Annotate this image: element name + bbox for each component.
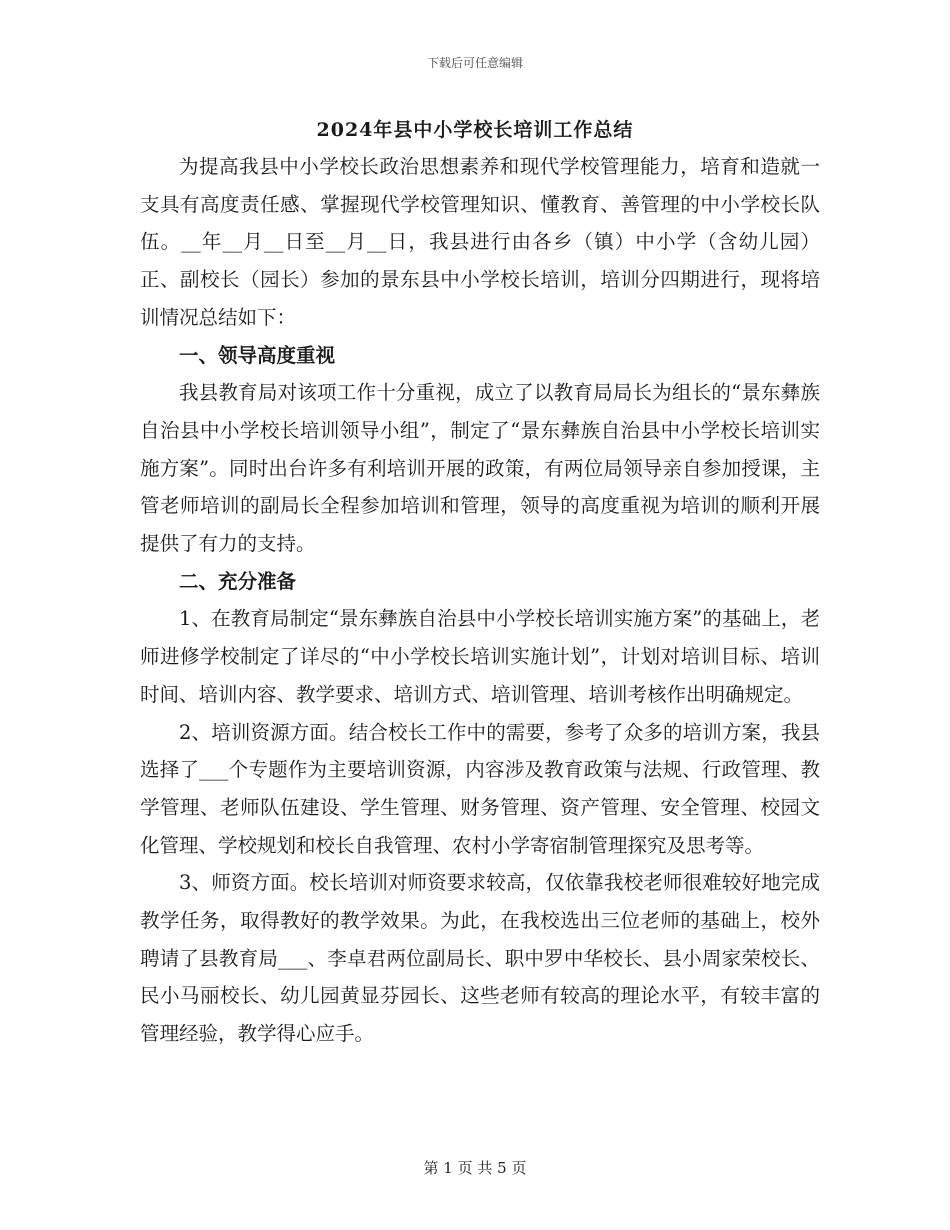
- preparation-item-3: 3、师资方面。校长培训对师资要求较高，仅依靠我校老师很难较好地完成教学任务，取得教好的教学效果。为此，在我校选出三位老师的基础上，校外聘请了县教育局___、李卓君两位副局长、职中罗中华校长、县小周家荣校长、民小马丽校长、幼儿园黄显芬园长、这些老师有较高的理论水平，有较丰富的管理经验，教学得心应手。: [140, 871, 820, 1046]
- document-body: [140, 148, 820, 1053]
- intro-paragraph: 为提高我县中小学校长政治思想素养和现代学校管理能力，培育和造就一支具有高度责任感、掌握现代学校管理知识、懂教育、善管理的中小学校长队伍。__年__月__日至__月__日，我县进行由各乡（镇）中小学（含幼儿园）正、副校长（园长）参加的景东县中小学校长培训，培训分四期进行，现将培训情况总结如下：: [140, 155, 820, 329]
- preparation-item-1: 1、在教育局制定“景东彝族自治县中小学校长培训实施方案”的基础上，老师进修学校制定了详尽的“中小学校长培训实施计划”，计划对培训目标、培训时间、培训内容、教学要求、培训方式、培训管理、培训考核作出明确规定。: [140, 607, 820, 706]
- header-note: 下载后可任意编辑: [426, 56, 523, 70]
- page-number: 第 1 页 共 5 页: [423, 1159, 527, 1177]
- section-heading-preparation: 二、充分准备: [179, 569, 297, 593]
- section-heading-leadership: 一、领导高度重视: [179, 343, 336, 367]
- leadership-paragraph: 我县教育局对该项工作十分重视，成立了以教育局局长为组长的“景东彝族自治县中小学校长培训领导小组”，制定了“景东彝族自治县中小学校长培训实施方案”。同时出台许多有利培训开展的政策，有两位局领导亲自参加授课，主管老师培训的副局长全程参加培训和管理，领导的高度重视为培训的顺利开展提供了有力的支持。: [140, 381, 820, 556]
- preparation-item-2: 2、培训资源方面。结合校长工作中的需要，参考了众多的培训方案，我县选择了___个专题作为主要培训资源，内容涉及教育政策与法规、行政管理、教学管理、老师队伍建设、学生管理、财务管理、资产管理、安全管理、校园文化管理、学校规划和校长自我管理、农村小学寄宿制管理探究及思考等。: [140, 720, 820, 857]
- document-title: 2024年县中小学校长培训工作总结: [316, 119, 634, 141]
